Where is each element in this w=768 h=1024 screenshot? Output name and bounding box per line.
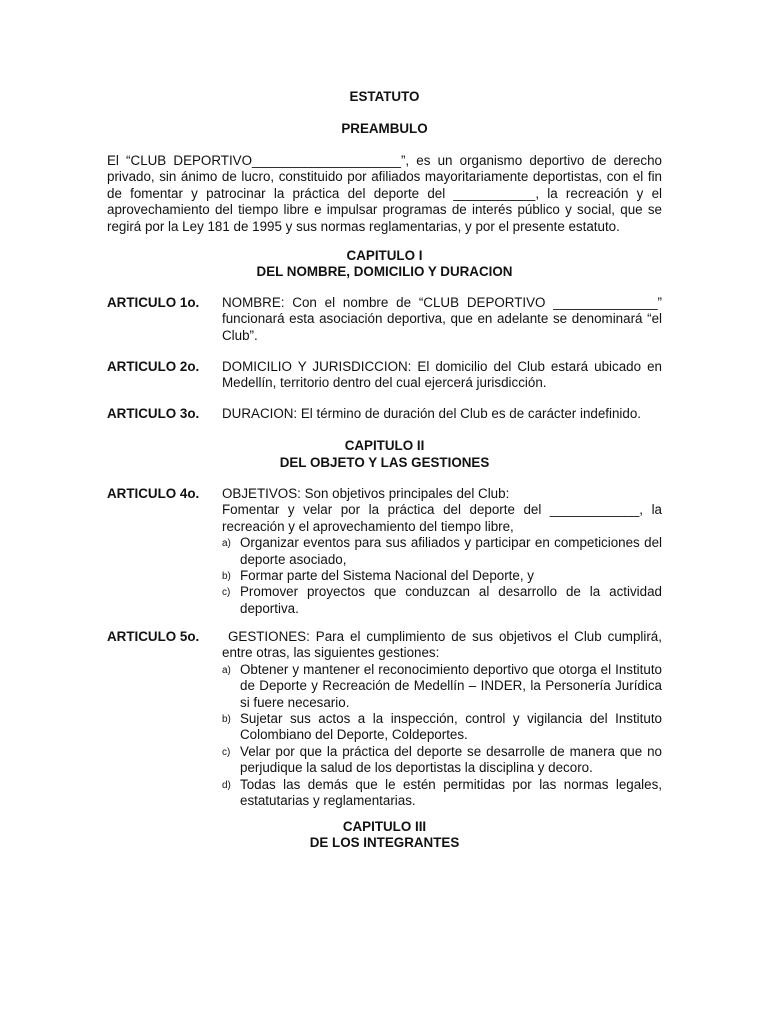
- list-letter: c): [222, 746, 231, 758]
- article-4-list: [222, 535, 662, 617]
- article-1-label: ARTICULO 1o.: [107, 295, 200, 310]
- list-item-text: Obtener y mantener el reconocimiento deportivo que otorga el Instituto de Deporte y Recreación de Medellín – INDER, la Personería Jurídica si fuere necesario.: [240, 661, 662, 710]
- list-letter: d): [222, 779, 231, 791]
- list-item: [222, 662, 662, 711]
- chapter-1-title: DEL NOMBRE, DOMICILIO Y DURACION: [256, 264, 513, 279]
- article-3-label: ARTICULO 3o.: [107, 406, 200, 421]
- list-item: [222, 744, 662, 777]
- article-4-intro: OBJETIVOS: Son objetivos principales del Club:: [222, 486, 510, 501]
- chapter-1-number: CAPITULO I: [346, 248, 423, 263]
- preamble-heading: PREAMBULO: [341, 121, 428, 136]
- list-item-text: Sujetar sus actos a la inspección, control y vigilancia del Instituto Colombiano del Deporte, Coldeportes.: [240, 711, 662, 743]
- list-item-text: Promover proyectos que conduzcan al desarrollo de la actividad deportiva.: [240, 584, 662, 616]
- article-5-label: ARTICULO 5o.: [107, 629, 200, 644]
- chapter-2-number: CAPITULO II: [344, 438, 425, 453]
- article-4-label: ARTICULO 4o.: [107, 486, 200, 501]
- article-2-text: DOMICILIO Y JURISDICCION: El domicilio del Club estará ubicado en Medellín, territorio dentro del cual ejercerá jurisdicción.: [222, 359, 662, 391]
- list-item: [222, 777, 662, 810]
- list-letter: a): [222, 664, 231, 676]
- chapter-2-title: DEL OBJETO Y LAS GESTIONES: [279, 455, 490, 470]
- article-5-body: [222, 629, 666, 809]
- list-letter: a): [222, 538, 231, 550]
- list-item-text: Formar parte del Sistema Nacional del Deporte, y: [240, 568, 534, 584]
- article-4-line: Fomentar y velar por la práctica del deporte del ____________, la recreación y el aprovechamiento del tiempo libre,: [222, 502, 662, 534]
- list-letter: c): [222, 587, 231, 599]
- article-4-body: [222, 486, 662, 617]
- list-item: [222, 711, 662, 744]
- list-item: [222, 584, 662, 617]
- list-letter: b): [222, 571, 231, 583]
- chapter-3-title: DE LOS INTEGRANTES: [309, 835, 460, 850]
- list-item-text: Organizar eventos para sus afiliados y participar en competiciones del deporte asociado,: [240, 535, 662, 567]
- list-item: [222, 535, 662, 568]
- document-title: ESTATUTO: [349, 89, 420, 104]
- preamble-text: El “CLUB DEPORTIVO____________________”, es un organismo deportivo de derecho privado, sin ánimo de lucro, constituido por afiliados mayoritariamente deportistas, con el fin de fomentar y patrocinar la práctica del deporte del ___________, la recreación y el aprovechamiento del tiempo libre e impulsar programas de interés público y social, que se regirá por la Ley 181 de 1995 y sus normas reglamentarias, y por el presente estatuto.: [107, 153, 662, 234]
- list-letter: b): [222, 714, 231, 726]
- list-item: [222, 568, 662, 584]
- list-item-text: Velar por que la práctica del deporte se desarrolle de manera que no perjudique la salud de los deportistas la disciplina y decoro.: [240, 743, 662, 776]
- chapter-3-number: CAPITULO III: [342, 819, 427, 834]
- article-5-intro: GESTIONES: Para el cumplimiento de sus objetivos el Club cumplirá, entre otras, las siguientes gestiones:: [222, 629, 666, 661]
- article-1-text: NOMBRE: Con el nombre de “CLUB DEPORTIVO ______________” funcionará esta asociación deportiva, que en adelante se denominará “el Club”.: [222, 295, 662, 343]
- article-5-list: [222, 662, 662, 810]
- article-2-label: ARTICULO 2o.: [107, 359, 200, 374]
- list-item-text: Todas las demás que le estén permitidas por las normas legales, estatutarias y reglamentarias.: [240, 776, 662, 809]
- article-3-text: DURACION: El término de duración del Club es de carácter indefinido.: [222, 406, 642, 421]
